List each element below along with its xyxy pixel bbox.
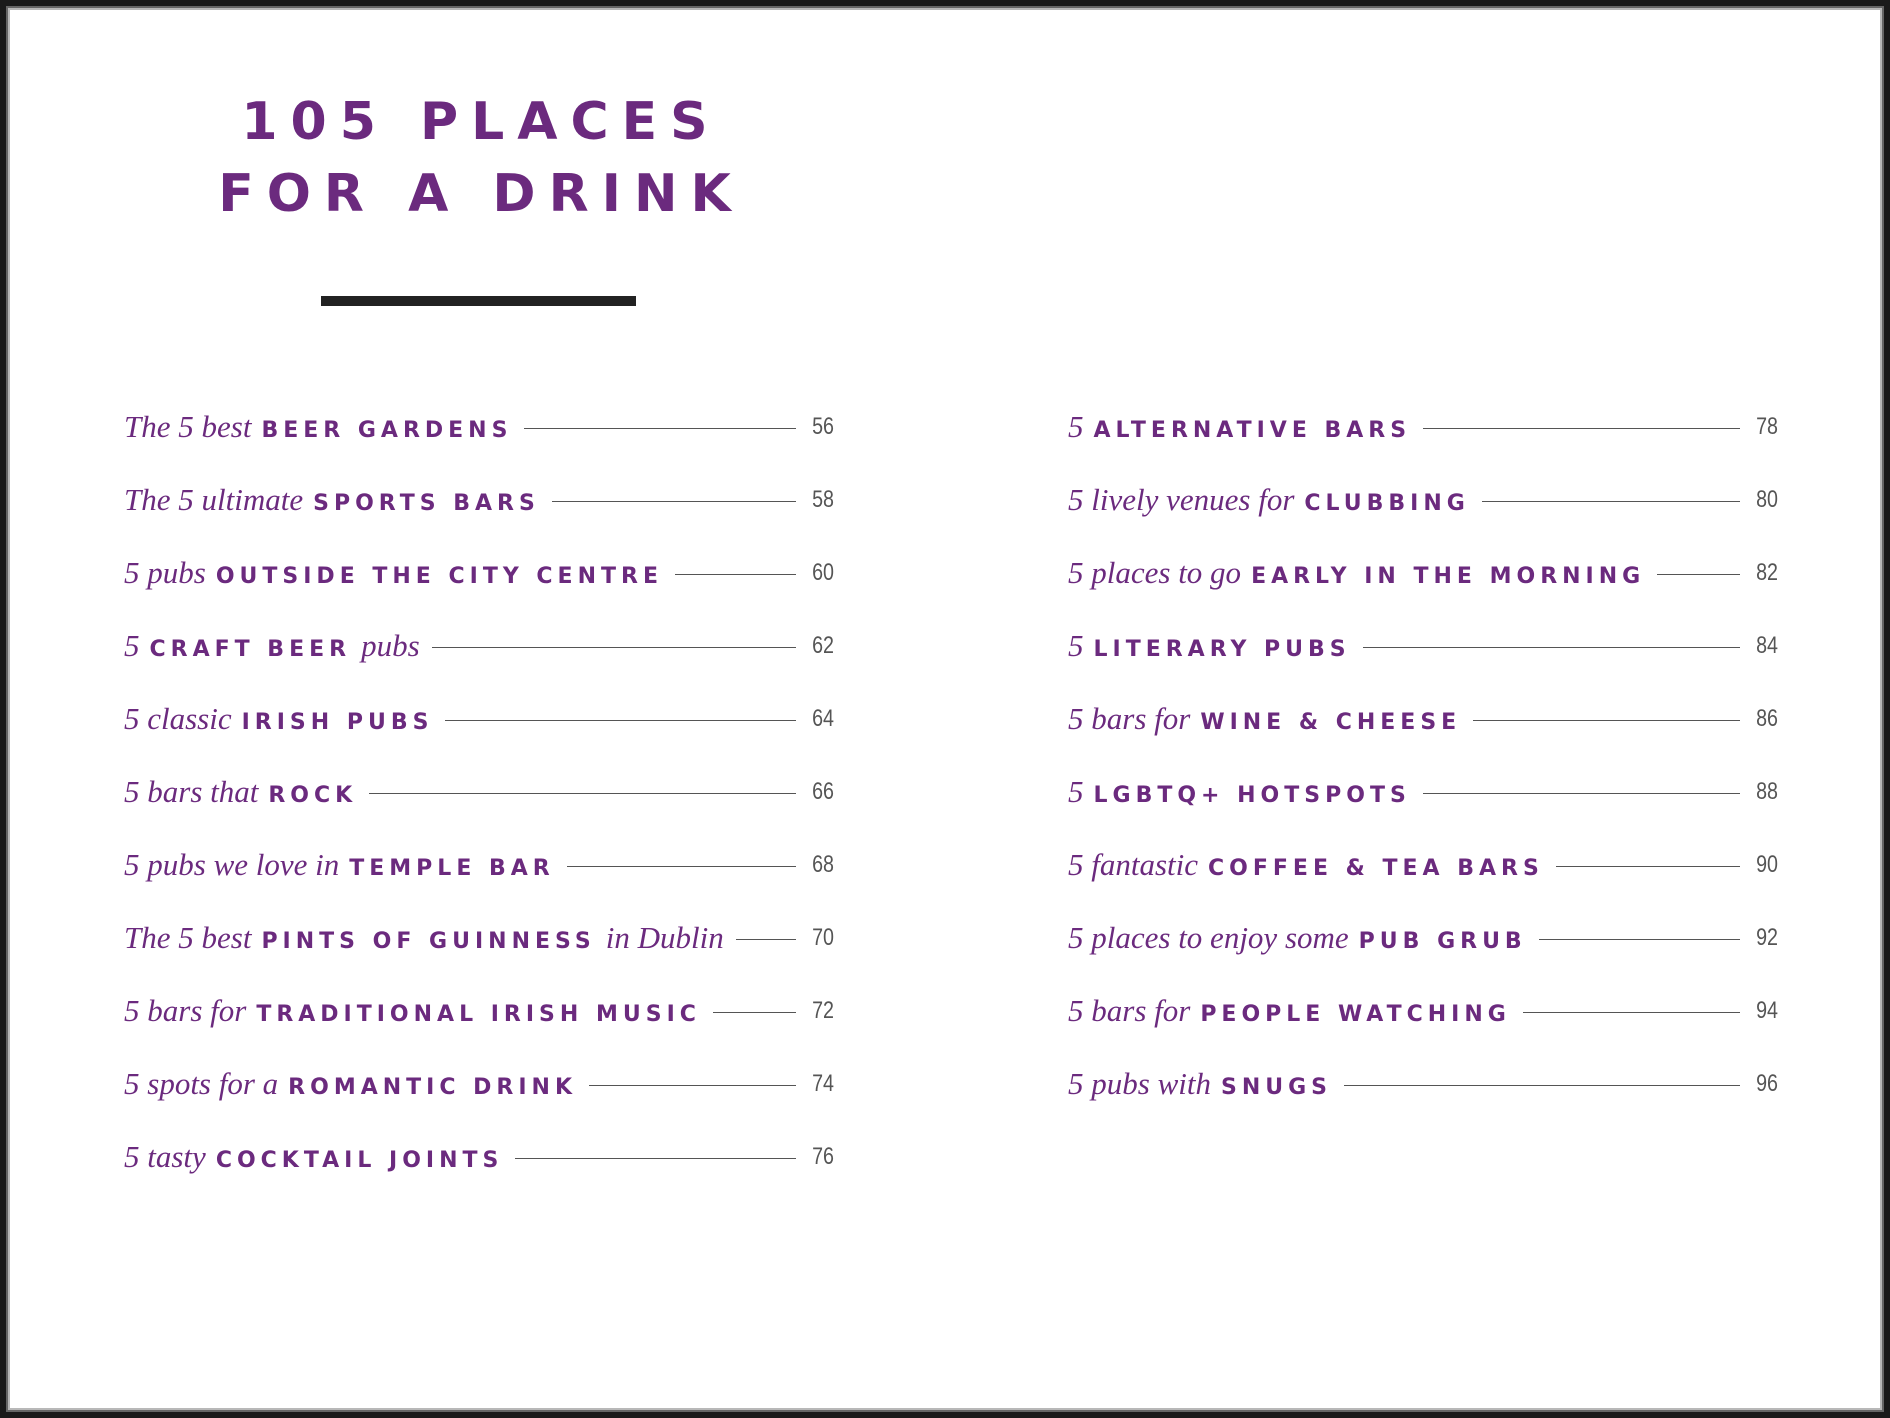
toc-leader-line — [369, 793, 796, 794]
toc-entry-topic: TRADITIONAL IRISH MUSIC — [256, 1001, 701, 1027]
toc-entry-italic-prefix: 5 — [1068, 627, 1084, 663]
toc-leader-line — [1363, 647, 1740, 648]
toc-page-number: 90 — [1756, 850, 1778, 878]
toc-entry[interactable] — [124, 1120, 834, 1193]
toc-page-number: 62 — [812, 631, 834, 659]
toc-leader-line — [1473, 720, 1740, 721]
toc-page-number: 58 — [812, 485, 834, 513]
toc-entry-italic-prefix: The 5 best — [124, 919, 252, 955]
toc-entry-topic: PEOPLE WATCHING — [1200, 1001, 1511, 1027]
toc-page-number: 64 — [812, 704, 834, 732]
toc-entry[interactable] — [1068, 828, 1778, 901]
toc-entry-italic-prefix: 5 bars for — [124, 992, 247, 1028]
toc-entry[interactable] — [1068, 901, 1778, 974]
toc-entry-label — [124, 701, 433, 737]
toc-leader-line — [1523, 1012, 1740, 1013]
toc-entry-italic-prefix: 5 bars for — [1068, 700, 1191, 736]
toc-entry-topic: COCKTAIL JOINTS — [215, 1147, 504, 1173]
toc-entry-topic: PUB GRUB — [1358, 928, 1527, 954]
toc-entry-label — [1068, 409, 1411, 445]
toc-entry-label — [124, 1066, 577, 1102]
toc-entry-italic-prefix: 5 pubs we love in — [124, 846, 340, 882]
toc-entry-label — [1068, 847, 1544, 883]
toc-page-number: 86 — [1756, 704, 1778, 732]
toc-entry-italic-prefix: 5 pubs — [124, 554, 206, 590]
toc-entry-italic-prefix: 5 places to go — [1068, 554, 1242, 590]
toc-entry-italic-prefix: 5 bars that — [124, 773, 259, 809]
toc-entry[interactable] — [124, 609, 834, 682]
toc-entry-label — [124, 482, 540, 518]
toc-entry[interactable] — [124, 682, 834, 755]
toc-page-number: 92 — [1756, 923, 1778, 951]
toc-entry[interactable] — [124, 463, 834, 536]
toc-page-number: 72 — [812, 996, 834, 1024]
toc-entry-label — [124, 409, 512, 445]
toc-leader-line — [445, 720, 796, 721]
toc-entry-label — [124, 628, 420, 664]
toc-page-number: 80 — [1756, 485, 1778, 513]
toc-leader-line — [713, 1012, 796, 1013]
toc-entry-italic-prefix: 5 — [1068, 773, 1084, 809]
toc-entry[interactable] — [124, 1047, 834, 1120]
toc-entry-italic-suffix: in Dublin — [605, 919, 724, 955]
toc-entry[interactable] — [1068, 682, 1778, 755]
toc-entry[interactable] — [1068, 974, 1778, 1047]
toc-entry-topic: BEER GARDENS — [261, 417, 513, 443]
toc-page-number: 68 — [812, 850, 834, 878]
toc-entry-topic: IRISH PUBS — [241, 709, 434, 735]
toc-entry-label — [1068, 774, 1411, 810]
toc-page-number: 96 — [1756, 1069, 1778, 1097]
toc-page-number: 56 — [812, 412, 834, 440]
toc-entry-label — [1068, 701, 1461, 737]
toc-entry-label — [124, 1139, 503, 1175]
toc-page-number: 84 — [1756, 631, 1778, 659]
toc-entry-label — [124, 920, 724, 956]
toc-entry-topic: LGBTQ+ HOTSPOTS — [1093, 782, 1411, 808]
toc-entry-italic-prefix: The 5 best — [124, 408, 252, 444]
toc-leader-line — [1423, 793, 1740, 794]
toc-entry[interactable] — [1068, 609, 1778, 682]
toc-entry-label — [1068, 920, 1527, 956]
toc-entry[interactable] — [124, 390, 834, 463]
toc-entry-topic: COFFEE & TEA BARS — [1208, 855, 1544, 881]
toc-entry-italic-prefix: 5 lively venues for — [1068, 481, 1295, 517]
toc-entry[interactable] — [124, 536, 834, 609]
toc-entry-italic-prefix: 5 classic — [124, 700, 232, 736]
toc-entry-topic: OUTSIDE THE CITY CENTRE — [215, 563, 663, 589]
toc-leader-line — [589, 1085, 796, 1086]
toc-entry-label — [124, 993, 701, 1029]
toc-entry[interactable] — [124, 755, 834, 828]
section-title-line-2: FOR A DRINK — [218, 164, 744, 224]
toc-entry-label — [1068, 555, 1645, 591]
toc-entry-topic: ALTERNATIVE BARS — [1093, 417, 1412, 443]
toc-page-number: 70 — [812, 923, 834, 951]
toc-entry-italic-prefix: 5 — [124, 627, 140, 663]
toc-page-number: 60 — [812, 558, 834, 586]
toc-column-left — [124, 390, 834, 1193]
toc-leader-line — [736, 939, 796, 940]
toc-leader-line — [1344, 1085, 1740, 1086]
toc-entry-italic-prefix: The 5 ultimate — [124, 481, 304, 517]
toc-entry-topic: SNUGS — [1220, 1074, 1332, 1100]
toc-leader-line — [567, 866, 796, 867]
toc-entry-italic-prefix: 5 pubs with — [1068, 1065, 1211, 1101]
toc-entry-italic-prefix: 5 places to enjoy some — [1068, 919, 1349, 955]
title-underline — [321, 296, 636, 306]
toc-leader-line — [675, 574, 796, 575]
toc-entry-italic-prefix: 5 spots for a — [124, 1065, 279, 1101]
toc-entry-italic-prefix: 5 bars for — [1068, 992, 1191, 1028]
toc-entry[interactable] — [1068, 755, 1778, 828]
toc-leader-line — [1482, 501, 1740, 502]
section-title-line-1: 105 PLACES — [241, 92, 721, 152]
toc-leader-line — [1556, 866, 1740, 867]
section-title — [186, 86, 776, 230]
toc-entry-label — [1068, 482, 1470, 518]
toc-leader-line — [552, 501, 796, 502]
toc-entry-topic: EARLY IN THE MORNING — [1251, 563, 1646, 589]
toc-entry-topic: CRAFT BEER — [149, 636, 352, 662]
toc-entry[interactable] — [124, 828, 834, 901]
toc-page-number: 78 — [1756, 412, 1778, 440]
toc-entry-topic: LITERARY PUBS — [1093, 636, 1351, 662]
toc-entry[interactable] — [1068, 1047, 1778, 1120]
toc-page-number: 94 — [1756, 996, 1778, 1024]
toc-leader-line — [515, 1158, 796, 1159]
toc-page-number: 66 — [812, 777, 834, 805]
toc-entry-label — [1068, 628, 1351, 664]
toc-page-number: 82 — [1756, 558, 1778, 586]
toc-entry[interactable] — [124, 901, 834, 974]
toc-entry-label — [124, 774, 357, 810]
toc-entry[interactable] — [1068, 463, 1778, 536]
toc-entry-italic-prefix: 5 tasty — [124, 1138, 206, 1174]
toc-leader-line — [432, 647, 796, 648]
toc-leader-line — [1657, 574, 1740, 575]
toc-page-number: 74 — [812, 1069, 834, 1097]
toc-entry-label — [1068, 1066, 1332, 1102]
toc-entry-topic: ROCK — [268, 782, 358, 808]
toc-entry-topic: PINTS OF GUINNESS — [261, 928, 596, 954]
toc-entry-topic: TEMPLE BAR — [349, 855, 555, 881]
toc-leader-line — [524, 428, 796, 429]
toc-entry-topic: ROMANTIC DRINK — [288, 1074, 577, 1100]
toc-entry-italic-prefix: 5 fantastic — [1068, 846, 1199, 882]
toc-entry[interactable] — [1068, 390, 1778, 463]
toc-entry-label — [124, 847, 555, 883]
toc-page-number: 76 — [812, 1142, 834, 1170]
toc-entry-label — [124, 555, 663, 591]
toc-entry-topic: CLUBBING — [1304, 490, 1470, 516]
toc-entry[interactable] — [1068, 536, 1778, 609]
toc-entry-label — [1068, 993, 1511, 1029]
toc-entry[interactable] — [124, 974, 834, 1047]
toc-leader-line — [1539, 939, 1740, 940]
toc-leader-line — [1423, 428, 1740, 429]
toc-entry-italic-prefix: 5 — [1068, 408, 1084, 444]
toc-entry-topic: WINE & CHEESE — [1200, 709, 1462, 735]
toc-page-number: 88 — [1756, 777, 1778, 805]
toc-entry-italic-suffix: pubs — [361, 627, 420, 663]
toc-column-right — [1068, 390, 1778, 1120]
toc-entry-topic: SPORTS BARS — [313, 490, 540, 516]
